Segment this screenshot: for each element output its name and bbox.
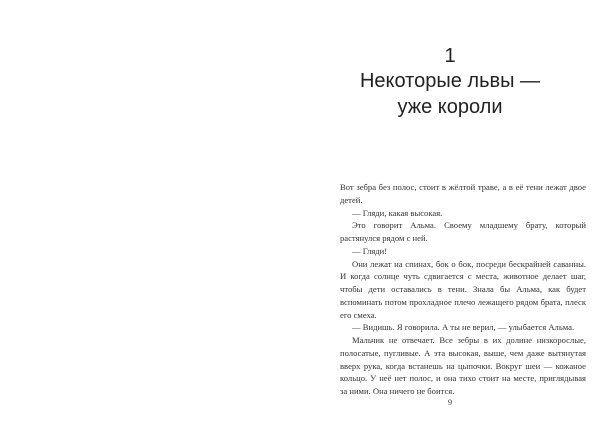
paragraph: Мальчик не отвечает. Все зебры в их долине низкорослые, полосатые, пугливые. А эта высокая, выше, чем даже вытянутая вверх рука, когда встанешь на цыпочки. Вокруг шеи — кожаное кольцо. У неё нет полос, и она тихо стоит на месте, приглядывая за ними. Она ничего не боится. xyxy=(340,335,586,396)
chapter-title xyxy=(0,68,600,120)
page-number: 9 xyxy=(447,397,453,407)
paragraph: Вот зебра без полос, стоит в жёлтой траве, а в её тени лежат двое детей. xyxy=(340,182,586,205)
body-text xyxy=(340,181,586,398)
paragraph: — Видишь. Я говорила. А ты не верил, — улыбается Альма. xyxy=(352,322,575,333)
paragraph: — Гляди! xyxy=(352,245,388,256)
paragraph: Это говорит Альма. Своему младшему брату, который растянулся рядом с ней. xyxy=(340,220,586,243)
paragraph: — Гляди, какая высокая. xyxy=(352,207,443,218)
paragraph: Они лежат на спинах, бок о бок, посреди бескрайней саванны. И когда солнце чуть сдвигается с места, животное делает шаг, чтобы дети оставались в тени. Знала бы Альма, как будет вспоминать потом прохладное плечо лежащего рядом брата, плеск его смеха. xyxy=(340,258,586,320)
chapter-title-line-1: Некоторые львы — xyxy=(359,70,541,92)
chapter-number: 1 xyxy=(444,45,456,67)
chapter-title-line-2: уже короли xyxy=(397,96,503,118)
